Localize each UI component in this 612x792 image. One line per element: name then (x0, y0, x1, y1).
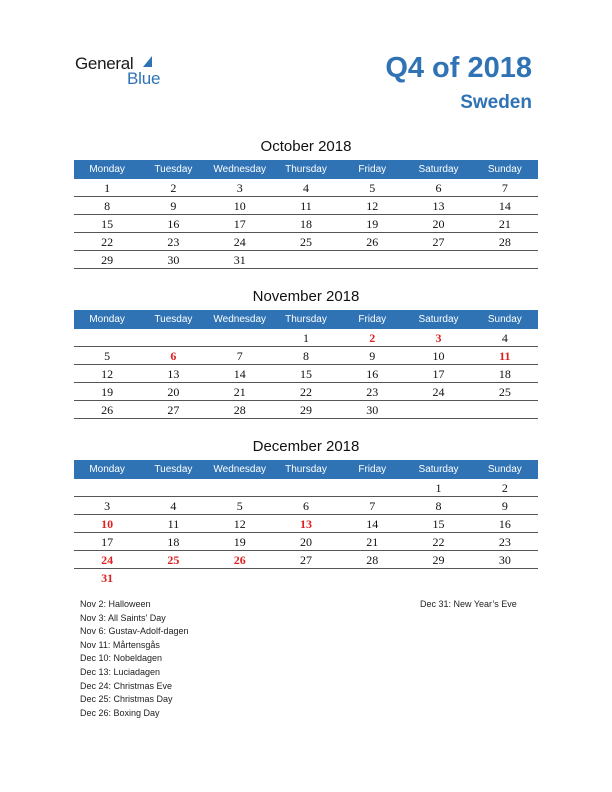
holiday-note: Dec 24: Christmas Eve (80, 680, 173, 691)
day-cell: 16 (366, 367, 379, 381)
logo-blue-text: Blue (127, 69, 161, 88)
weekday-header-row (74, 460, 538, 479)
weekday-header: Thursday (285, 464, 327, 475)
day-cell: 15 (432, 517, 445, 531)
day-cell: 18 (167, 535, 180, 549)
holiday-day-cell: 3 (435, 331, 442, 345)
day-cell: 29 (299, 403, 312, 417)
day-cell: 6 (302, 499, 309, 513)
weekday-header: Saturday (418, 164, 459, 175)
logo-general-text: General (75, 54, 134, 73)
day-cell (405, 251, 471, 268)
day-cell: 13 (432, 199, 445, 213)
day-cell (273, 569, 339, 586)
day-cell (273, 251, 339, 268)
day-cell: 24 (432, 385, 445, 399)
day-cell (405, 569, 471, 586)
day-cell: 1 (302, 331, 309, 345)
weekday-header: Friday (358, 164, 387, 175)
day-cell: 8 (435, 499, 442, 513)
day-cell: 30 (366, 403, 379, 417)
day-cell: 12 (366, 199, 379, 213)
day-cell: 25 (299, 235, 312, 249)
holiday-day-cell: 2 (369, 331, 376, 345)
weekday-header-row (74, 160, 538, 179)
weekday-header: Thursday (285, 314, 327, 325)
day-cell: 23 (498, 535, 511, 549)
day-cell: 16 (167, 217, 180, 231)
day-cell: 19 (366, 217, 379, 231)
week-row (74, 347, 538, 365)
day-cell (273, 479, 339, 496)
day-cell (339, 479, 405, 496)
day-cell (472, 569, 538, 586)
day-cell: 8 (302, 349, 309, 363)
day-cell (472, 251, 538, 268)
day-cell: 1 (435, 481, 442, 495)
weekday-header: Monday (89, 164, 125, 175)
day-cell: 11 (300, 199, 312, 213)
day-cell: 17 (101, 535, 114, 549)
weekday-header: Wednesday (213, 164, 267, 175)
holiday-note: Dec 13: Luciadagen (80, 666, 161, 677)
day-cell: 14 (498, 199, 511, 213)
week-row (74, 179, 538, 197)
holiday-day-cell: 11 (499, 349, 511, 363)
day-cell: 4 (170, 499, 177, 513)
week-row (74, 383, 538, 401)
holiday-note: Dec 26: Boxing Day (80, 707, 160, 718)
month-december (74, 437, 538, 586)
weekday-header: Wednesday (213, 464, 267, 475)
day-cell (140, 479, 206, 496)
day-cell: 7 (501, 181, 508, 195)
day-cell (405, 401, 471, 418)
holiday-note: Nov 3: All Saints' Day (80, 612, 166, 623)
day-cell: 31 (233, 253, 246, 267)
weekday-header: Tuesday (154, 164, 193, 175)
day-cell: 19 (101, 385, 114, 399)
weekday-header: Thursday (285, 164, 327, 175)
weekday-header: Sunday (487, 464, 522, 475)
day-cell: 20 (432, 217, 445, 231)
day-cell: 25 (498, 385, 511, 399)
day-cell: 3 (236, 181, 243, 195)
week-row (74, 551, 538, 569)
day-cell: 9 (170, 199, 177, 213)
day-cell: 6 (435, 181, 442, 195)
day-cell: 27 (432, 235, 445, 249)
day-cell: 15 (299, 367, 312, 381)
week-row (74, 365, 538, 383)
day-cell: 5 (236, 499, 243, 513)
day-cell (140, 569, 206, 586)
day-cell: 28 (233, 403, 246, 417)
day-cell (74, 479, 140, 496)
weekday-header: Sunday (487, 164, 522, 175)
day-cell: 22 (101, 235, 114, 249)
day-cell (74, 329, 140, 346)
day-cell: 21 (498, 217, 511, 231)
week-row (74, 479, 538, 497)
weekday-header: Tuesday (154, 314, 193, 325)
day-cell: 10 (233, 199, 246, 213)
week-row (74, 251, 538, 269)
weekday-header: Friday (358, 464, 387, 475)
holiday-notes-left (80, 598, 189, 720)
holiday-day-cell: 13 (299, 517, 312, 531)
day-cell: 2 (501, 481, 508, 495)
day-cell: 21 (233, 385, 246, 399)
day-cell: 3 (104, 499, 111, 513)
day-cell: 4 (501, 331, 508, 345)
day-cell: 7 (369, 499, 376, 513)
day-cell: 30 (498, 553, 511, 567)
holiday-note: Dec 10: Nobeldagen (80, 653, 163, 664)
day-cell: 9 (501, 499, 508, 513)
day-cell: 12 (233, 517, 246, 531)
week-row (74, 329, 538, 347)
weekday-header: Wednesday (213, 314, 267, 325)
day-cell (207, 329, 273, 346)
holiday-note: Dec 31: New Year’s Eve (420, 599, 517, 609)
day-cell: 17 (233, 217, 246, 231)
day-cell: 18 (498, 367, 511, 381)
holiday-notes-right (420, 598, 517, 612)
weekday-header: Monday (89, 314, 125, 325)
weekday-header: Monday (89, 464, 125, 475)
holiday-note: Nov 2: Halloween (80, 599, 151, 609)
day-cell (207, 569, 273, 586)
day-cell: 20 (167, 385, 180, 399)
day-cell: 14 (366, 517, 379, 531)
month-title: December 2018 (252, 438, 360, 455)
day-cell: 13 (167, 367, 180, 381)
day-cell: 1 (104, 181, 111, 195)
month-november (74, 287, 538, 419)
day-cell: 8 (104, 199, 111, 213)
day-cell: 27 (299, 553, 312, 567)
holiday-day-cell: 31 (101, 571, 114, 585)
day-cell: 26 (366, 235, 379, 249)
day-cell (207, 479, 273, 496)
weekday-header-row (74, 310, 538, 329)
day-cell: 15 (101, 217, 114, 231)
month-title: October 2018 (260, 138, 352, 155)
week-row (74, 497, 538, 515)
day-cell: 11 (167, 517, 180, 531)
week-row (74, 215, 538, 233)
holiday-day-cell: 10 (101, 517, 114, 531)
holiday-note: Nov 11: Mårtensgås (80, 639, 160, 650)
month-title: November 2018 (252, 288, 360, 305)
day-cell: 28 (498, 235, 511, 249)
weekday-header: Friday (358, 314, 387, 325)
day-cell: 9 (369, 349, 376, 363)
holiday-day-cell: 26 (233, 553, 246, 567)
week-row (74, 197, 538, 215)
country-name: Sweden (460, 92, 532, 113)
day-cell: 7 (236, 349, 243, 363)
month-october (74, 137, 538, 269)
holiday-note: Dec 25: Christmas Day (80, 694, 173, 705)
day-cell: 28 (366, 553, 379, 567)
day-cell: 10 (432, 349, 445, 363)
holiday-note: Nov 6: Gustav-Adolf-dagen (80, 626, 189, 637)
page-title: Q4 of 2018 (385, 52, 532, 84)
weekday-header: Tuesday (154, 464, 193, 475)
day-cell: 5 (369, 181, 376, 195)
weekday-header: Saturday (418, 314, 459, 325)
day-cell: 26 (101, 403, 114, 417)
day-cell: 22 (432, 535, 445, 549)
week-row (74, 569, 538, 586)
day-cell: 17 (432, 367, 445, 381)
day-cell: 27 (167, 403, 180, 417)
day-cell (339, 569, 405, 586)
day-cell: 29 (432, 553, 445, 567)
day-cell: 22 (299, 385, 312, 399)
day-cell: 29 (101, 253, 114, 267)
day-cell: 16 (498, 517, 511, 531)
day-cell: 30 (167, 253, 180, 267)
week-row (74, 533, 538, 551)
day-cell: 23 (366, 385, 379, 399)
day-cell: 14 (233, 367, 246, 381)
holiday-day-cell: 24 (101, 553, 114, 567)
weekday-header: Saturday (418, 464, 459, 475)
holiday-day-cell: 6 (170, 349, 177, 363)
day-cell (339, 251, 405, 268)
day-cell: 23 (167, 235, 180, 249)
logo-triangle-icon (143, 56, 152, 67)
logo (75, 54, 161, 88)
day-cell: 5 (104, 349, 111, 363)
day-cell: 4 (302, 181, 309, 195)
day-cell (140, 329, 206, 346)
day-cell: 24 (233, 235, 246, 249)
week-row (74, 401, 538, 419)
day-cell (472, 401, 538, 418)
weekday-header: Sunday (487, 314, 522, 325)
day-cell: 12 (101, 367, 114, 381)
day-cell: 20 (299, 535, 312, 549)
day-cell: 21 (366, 535, 379, 549)
day-cell: 18 (299, 217, 312, 231)
holiday-day-cell: 25 (167, 553, 180, 567)
day-cell: 19 (233, 535, 246, 549)
week-row (74, 515, 538, 533)
week-row (74, 233, 538, 251)
day-cell: 2 (170, 181, 177, 195)
